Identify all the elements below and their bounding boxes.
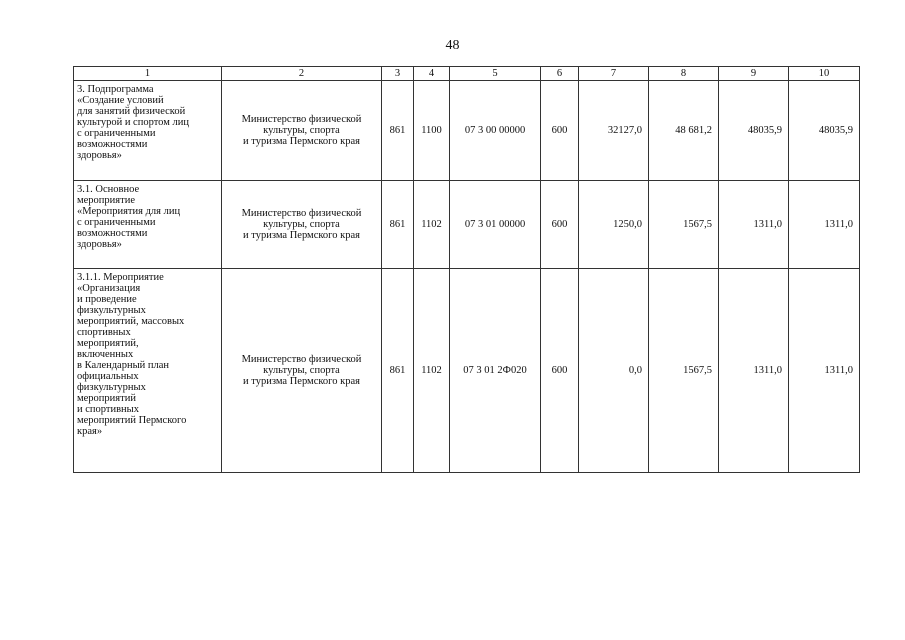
table-cell: 600 [541, 81, 579, 181]
program-name-cell: 3. Подпрограмма «Создание условий для занятий физической культурой и спортом лиц с ограниченными возможностями здоровья» [74, 81, 222, 181]
table-cell: 600 [541, 269, 579, 473]
amount-cell: 0,0 [579, 269, 649, 473]
budget-table [73, 66, 860, 473]
amount-cell: 1567,5 [649, 269, 719, 473]
executor-cell: Министерство физической культуры, спорта и туризма Пермского края [222, 81, 382, 181]
amount-cell: 48035,9 [789, 81, 860, 181]
table-row [74, 269, 860, 473]
table-cell: 07 3 01 00000 [450, 181, 541, 269]
table-header-row [74, 67, 860, 81]
table-cell: 07 3 00 00000 [450, 81, 541, 181]
table-row [74, 81, 860, 181]
table-cell: 861 [382, 81, 414, 181]
column-header: 10 [789, 67, 860, 81]
amount-cell: 1311,0 [719, 181, 789, 269]
amount-cell: 1311,0 [789, 181, 860, 269]
amount-cell: 1250,0 [579, 181, 649, 269]
column-header: 4 [414, 67, 450, 81]
amount-cell: 32127,0 [579, 81, 649, 181]
table-cell: 1102 [414, 269, 450, 473]
table-cell: 600 [541, 181, 579, 269]
executor-cell: Министерство физической культуры, спорта и туризма Пермского края [222, 181, 382, 269]
amount-cell: 1311,0 [719, 269, 789, 473]
table-cell: 1100 [414, 81, 450, 181]
column-header: 1 [74, 67, 222, 81]
table-cell: 1102 [414, 181, 450, 269]
amount-cell: 48 681,2 [649, 81, 719, 181]
column-header: 2 [222, 67, 382, 81]
table-cell: 07 3 01 2Ф020 [450, 269, 541, 473]
column-header: 3 [382, 67, 414, 81]
amount-cell: 48035,9 [719, 81, 789, 181]
amount-cell: 1311,0 [789, 269, 860, 473]
column-header: 5 [450, 67, 541, 81]
table-cell: 861 [382, 181, 414, 269]
column-header: 8 [649, 67, 719, 81]
column-header: 7 [579, 67, 649, 81]
table-row [74, 181, 860, 269]
table-cell: 861 [382, 269, 414, 473]
column-header: 9 [719, 67, 789, 81]
column-header: 6 [541, 67, 579, 81]
program-name-cell: 3.1. Основное мероприятие «Мероприятия для лиц с ограниченными возможностями здоровья» [74, 181, 222, 269]
program-name-cell: 3.1.1. Мероприятие «Организация и проведение физкультурных мероприятий, массовых спортивных мероприятий, включенных в Календарный план официальных физкультурных мероприятий и спортивных мероприятий Пермского края» [74, 269, 222, 473]
amount-cell: 1567,5 [649, 181, 719, 269]
executor-cell: Министерство физической культуры, спорта и туризма Пермского края [222, 269, 382, 473]
page-number: 48 [445, 38, 460, 53]
